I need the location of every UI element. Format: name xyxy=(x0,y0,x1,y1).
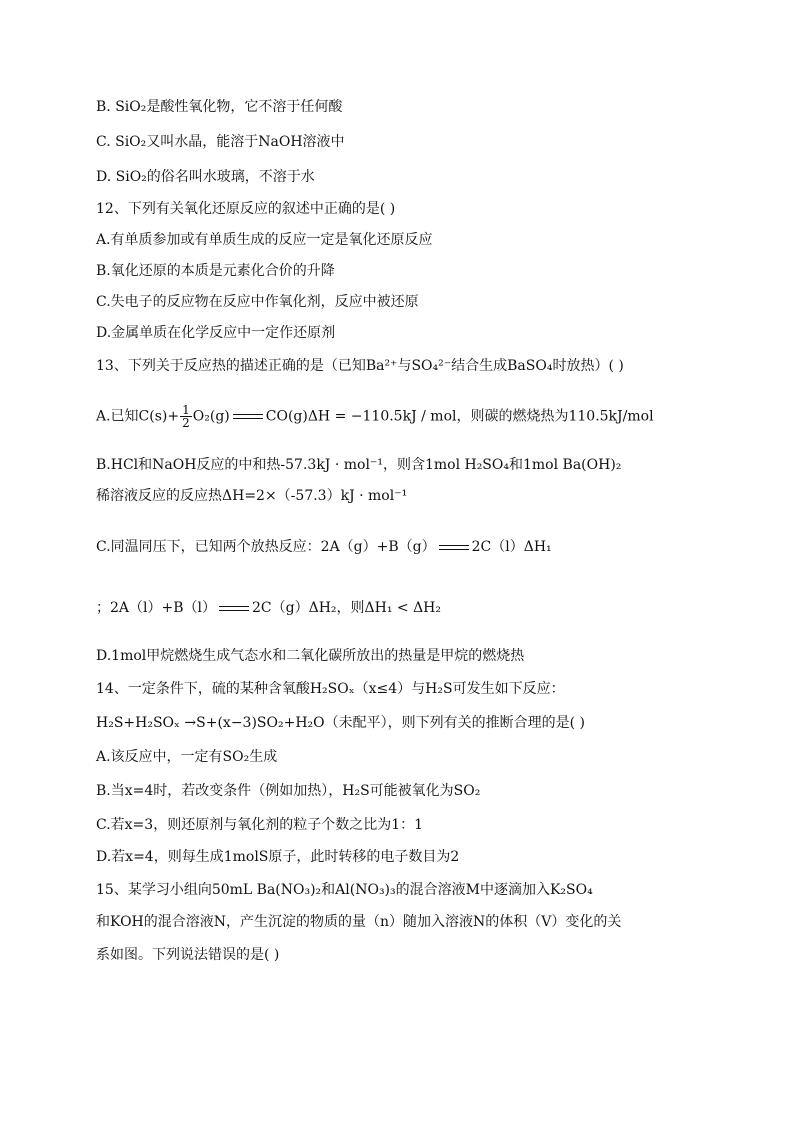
q13-option-a xyxy=(96,404,654,429)
equilibrium-equals-icon xyxy=(233,414,263,419)
q12-option-c: C.失电子的反应物在反应中作氧化剂，反应中被还原 xyxy=(96,294,419,310)
q14-equation: H₂S+H₂SOₓ →S+(x−3)SO₂+H₂O（未配平），则下列有关的推断合理的是( ) xyxy=(96,715,586,731)
q13-a-oxygen: O₂(g) xyxy=(192,408,230,425)
q13-option-c-line2 xyxy=(96,598,441,618)
q15-line3: 系如图。下列说法错误的是( ) xyxy=(96,947,280,963)
q15-line1: 15、某学习小组向50mL Ba(NO₃)₂和Al(NO₃)₃的混合溶液M中逐滴加入K₂SO₄ xyxy=(96,882,593,898)
q11-option-d: D. SiO₂的俗名叫水玻璃，不溶于水 xyxy=(96,169,315,185)
q13-option-b-line1: B.HCl和NaOH反应的中和热-57.3kJ · mol⁻¹，则含1mol H₂SO₄和1mol Ba(OH)₂ xyxy=(96,457,622,473)
q13-a-suffix: CO(g)ΔH = −110.5kJ / mol，则碳的燃烧热为110.5kJ/mol xyxy=(265,408,654,425)
q14-option-a: A.该反应中，一定有SO₂生成 xyxy=(96,749,278,765)
q14-option-b: B.当x=4时，若改变条件（例如加热），H₂S可能被氧化为SO₂ xyxy=(96,783,481,799)
equals-sign-icon xyxy=(219,606,249,611)
q13-c1-prefix: C.同温同压下，已知两个放热反应：2A（g）+B（g） xyxy=(96,539,436,555)
half-fraction xyxy=(180,404,192,429)
q11-option-b: B. SiO₂是酸性氧化物，它不溶于任何酸 xyxy=(96,99,343,115)
q12-option-d: D.金属单质在化学反应中一定作还原剂 xyxy=(96,325,336,341)
q14-stem: 14、一定条件下，硫的某种含氧酸H₂SOₓ（x≤4）与H₂S可发生如下反应： xyxy=(96,681,565,697)
fraction-denominator: 2 xyxy=(182,416,190,430)
q14-option-d: D.若x=4，则每生成1molS原子，此时转移的电子数目为2 xyxy=(96,849,460,865)
q14-option-c: C.若x=3，则还原剂与氧化剂的粒子个数之比为1：1 xyxy=(96,817,424,833)
q13-a-prefix: A.已知C(s)+ xyxy=(96,408,180,425)
equals-sign-icon xyxy=(439,545,469,550)
q13-option-c-line1 xyxy=(96,537,552,557)
q13-c1-suffix: 2C（l）ΔH₁ xyxy=(471,539,552,555)
q13-option-b-line2: 稀溶液反应的反应热ΔH=2×（-57.3）kJ · mol⁻¹ xyxy=(96,488,408,504)
q13-stem: 13、下列关于反应热的描述正确的是（已知Ba²⁺与SO₄²⁻结合生成BaSO₄时放热）( ) xyxy=(96,358,624,374)
q15-line2: 和KOH的混合溶液N，产生沉淀的物质的量（n）随加入溶液N的体积（V）变化的关 xyxy=(96,914,622,930)
q11-option-c: C. SiO₂又叫水晶，能溶于NaOH溶液中 xyxy=(96,134,345,150)
q13-c2-prefix: ；2A（l）+B（l） xyxy=(96,600,216,616)
q12-stem: 12、下列有关氧化还原反应的叙述中正确的是( ) xyxy=(96,201,396,217)
q13-option-d: D.1mol甲烷燃烧生成气态水和二氧化碳所放出的热量是甲烷的燃烧热 xyxy=(96,648,525,664)
q13-c2-suffix: 2C（g）ΔH₂，则ΔH₁ < ΔH₂ xyxy=(252,600,442,616)
fraction-numerator: 1 xyxy=(182,403,190,417)
q12-option-b: B.氧化还原的本质是元素化合价的升降 xyxy=(96,263,335,279)
q12-option-a: A.有单质参加或有单质生成的反应一定是氧化还原反应 xyxy=(96,232,433,248)
